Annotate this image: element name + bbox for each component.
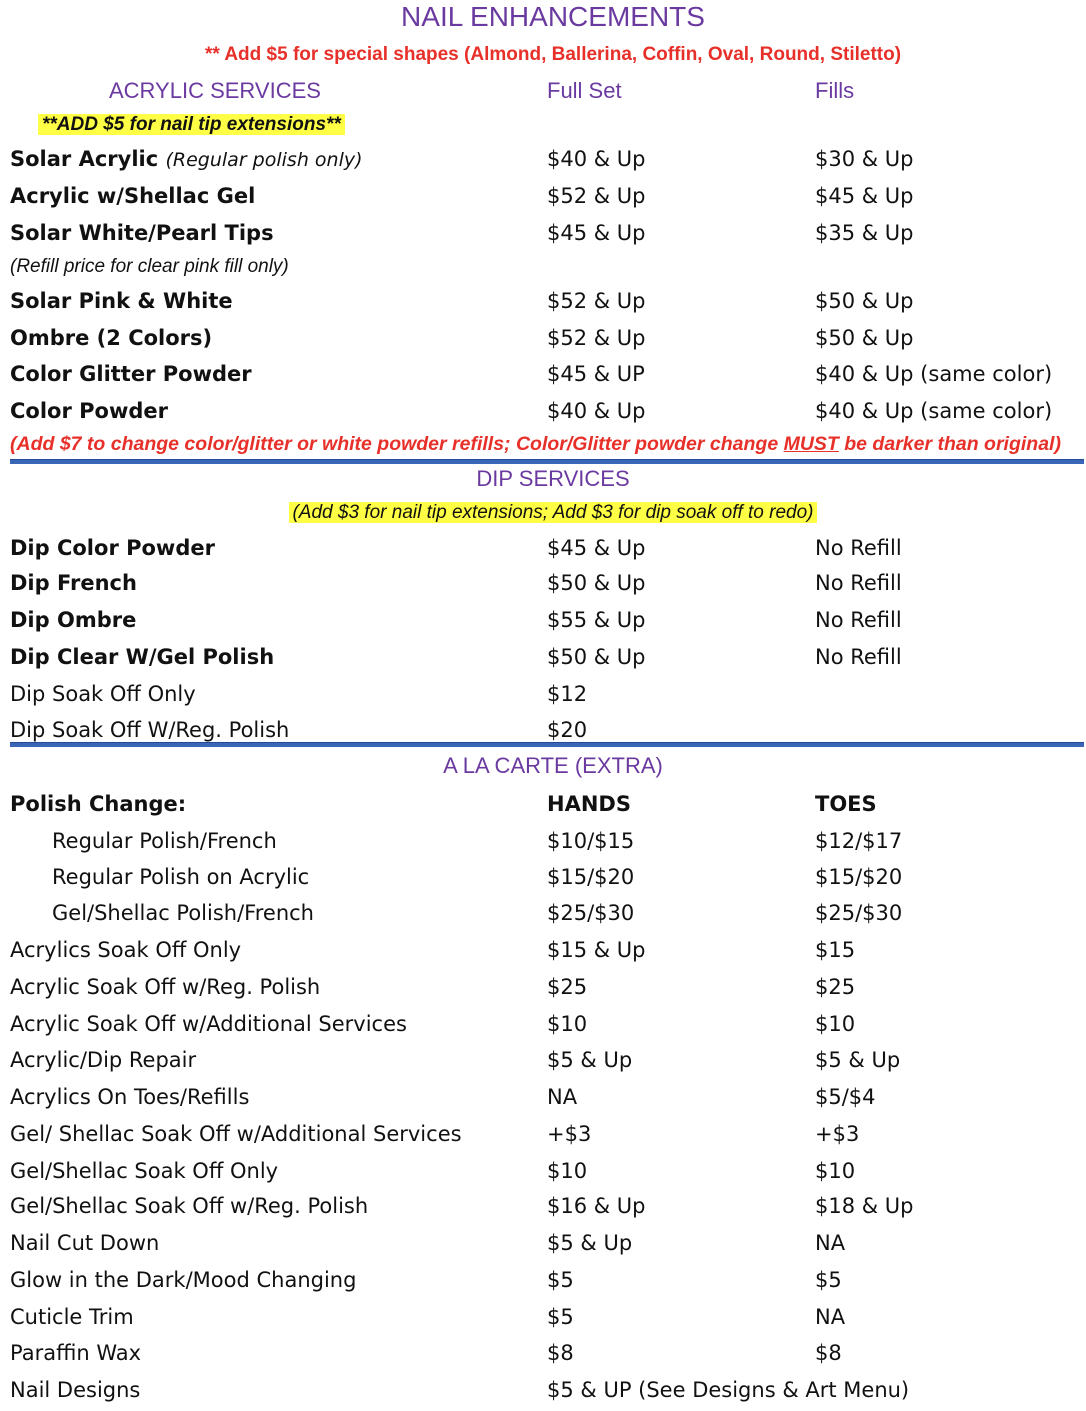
dip-price: $55 & Up bbox=[547, 608, 646, 632]
hands-price: $5 bbox=[547, 1305, 574, 1329]
service-name: Acrylics On Toes/Refills bbox=[10, 1085, 250, 1109]
toes-price: $5 bbox=[815, 1268, 842, 1292]
hands-price: $25/$30 bbox=[547, 901, 635, 925]
service-subnote: (Regular polish only) bbox=[165, 149, 363, 171]
dip-refill: No Refill bbox=[815, 536, 902, 560]
service-name: Solar White/Pearl Tips bbox=[10, 221, 274, 245]
a-la-carte-row bbox=[0, 972, 1086, 1008]
a-la-carte-heading: A LA CARTE (EXTRA) bbox=[443, 753, 663, 778]
a-la-carte-row bbox=[0, 1082, 1086, 1118]
a-la-carte-row bbox=[0, 1009, 1086, 1045]
service-name: Acrylics Soak Off Only bbox=[10, 938, 242, 962]
hands-price: $25 bbox=[547, 975, 588, 999]
fill-price: $50 & Up bbox=[815, 326, 914, 350]
toes-price: $8 bbox=[815, 1341, 842, 1365]
hands-price: NA bbox=[547, 1085, 578, 1109]
service-name: Regular Polish/French bbox=[52, 829, 277, 853]
service-name: Cuticle Trim bbox=[10, 1305, 134, 1329]
a-la-carte-row bbox=[0, 1191, 1086, 1227]
dip-price: $12 bbox=[547, 682, 588, 706]
section-divider bbox=[10, 459, 1084, 464]
service-name: Acrylic/Dip Repair bbox=[10, 1048, 197, 1072]
acrylic-row bbox=[0, 323, 1086, 359]
full-set-price: $45 & UP bbox=[547, 362, 645, 386]
dip-row bbox=[0, 642, 1086, 678]
must-emphasis: MUST bbox=[783, 433, 839, 455]
a-la-carte-row bbox=[0, 898, 1086, 934]
full-set-price: $40 & Up bbox=[547, 399, 646, 423]
hands-price: $10 bbox=[547, 1012, 588, 1036]
tip-extension-note: **ADD $5 for nail tip extensions** bbox=[38, 114, 345, 135]
a-la-carte-row bbox=[0, 1119, 1086, 1155]
a-la-carte-row bbox=[0, 1228, 1086, 1264]
service-name: Gel/Shellac Soak Off w/Reg. Polish bbox=[10, 1194, 369, 1218]
dip-price: $50 & Up bbox=[547, 645, 646, 669]
a-la-carte-row bbox=[0, 1156, 1086, 1192]
full-set-column-header: Full Set bbox=[547, 78, 622, 103]
toes-column-header: TOES bbox=[815, 792, 877, 816]
service-name: Acrylic Soak Off w/Reg. Polish bbox=[10, 975, 321, 999]
fill-price: $35 & Up bbox=[815, 221, 914, 245]
service-name: Color Glitter Powder bbox=[10, 362, 252, 386]
service-name: Acrylic Soak Off w/Additional Services bbox=[10, 1012, 407, 1036]
hands-price: $5 & Up bbox=[547, 1231, 633, 1255]
service-name: Solar Acrylic (Regular polish only) bbox=[10, 147, 363, 171]
service-name: Solar Pink & White bbox=[10, 289, 233, 313]
toes-price: $15 bbox=[815, 938, 856, 962]
hands-price: $8 bbox=[547, 1341, 574, 1365]
dip-refill: No Refill bbox=[815, 571, 902, 595]
acrylic-row bbox=[0, 218, 1086, 254]
hands-price: $10/$15 bbox=[547, 829, 635, 853]
hands-price: $5 & UP (See Designs & Art Menu) bbox=[547, 1378, 910, 1402]
hands-price: $10 bbox=[547, 1159, 588, 1183]
hands-price: +$3 bbox=[547, 1122, 592, 1146]
refill-note: (Refill price for clear pink fill only) bbox=[10, 256, 289, 277]
dip-services-heading: DIP SERVICES bbox=[476, 466, 630, 491]
toes-price: $5/$4 bbox=[815, 1085, 876, 1109]
hands-price: $5 & Up bbox=[547, 1048, 633, 1072]
special-shapes-note: ** Add $5 for special shapes (Almond, Ballerina, Coffin, Oval, Round, Stiletto) bbox=[204, 44, 902, 65]
toes-price: $5 & Up bbox=[815, 1048, 901, 1072]
a-la-carte-row bbox=[0, 1265, 1086, 1301]
dip-price: $20 bbox=[547, 718, 588, 742]
dip-price: $50 & Up bbox=[547, 571, 646, 595]
toes-price: NA bbox=[815, 1305, 846, 1329]
full-set-price: $52 & Up bbox=[547, 326, 646, 350]
service-name: Gel/ Shellac Soak Off w/Additional Services bbox=[10, 1122, 462, 1146]
full-set-price: $45 & Up bbox=[547, 221, 646, 245]
acrylic-row bbox=[0, 181, 1086, 217]
service-name: Dip Color Powder bbox=[10, 536, 215, 560]
hands-price: $15 & Up bbox=[547, 938, 646, 962]
service-name: Dip French bbox=[10, 571, 137, 595]
a-la-carte-header-row bbox=[0, 789, 1086, 825]
a-la-carte-row bbox=[0, 1302, 1086, 1338]
service-name: Gel/Shellac Soak Off Only bbox=[10, 1159, 279, 1183]
toes-price: $15/$20 bbox=[815, 865, 903, 889]
service-name: Nail Cut Down bbox=[10, 1231, 160, 1255]
toes-price: $10 bbox=[815, 1012, 856, 1036]
fill-price: $40 & Up (same color) bbox=[815, 362, 1053, 386]
acrylic-row bbox=[0, 396, 1086, 432]
a-la-carte-row bbox=[0, 935, 1086, 971]
dip-extension-note: (Add $3 for nail tip extensions; Add $3 for dip soak off to redo) bbox=[289, 502, 816, 523]
service-name: Dip Soak Off Only bbox=[10, 682, 196, 706]
service-name: Paraffin Wax bbox=[10, 1341, 142, 1365]
toes-price: $25 bbox=[815, 975, 856, 999]
hands-price: $15/$20 bbox=[547, 865, 635, 889]
service-name: Dip Soak Off W/Reg. Polish bbox=[10, 718, 290, 742]
service-name: Regular Polish on Acrylic bbox=[52, 865, 310, 889]
toes-price: $12/$17 bbox=[815, 829, 903, 853]
dip-price: $45 & Up bbox=[547, 536, 646, 560]
acrylic-services-heading: ACRYLIC SERVICES bbox=[109, 78, 321, 103]
service-name: Gel/Shellac Polish/French bbox=[52, 901, 314, 925]
a-la-carte-row bbox=[0, 826, 1086, 862]
color-change-note: (Add $7 to change color/glitter or white powder refills; Color/Glitter powder change MUST be darker than original) bbox=[10, 433, 1061, 455]
dip-row bbox=[0, 679, 1086, 715]
acrylic-row bbox=[0, 144, 1086, 180]
a-la-carte-row bbox=[0, 1375, 1086, 1411]
service-name: Color Powder bbox=[10, 399, 168, 423]
toes-price: NA bbox=[815, 1231, 846, 1255]
dip-row bbox=[0, 533, 1086, 569]
section-divider bbox=[10, 742, 1084, 747]
service-name: Dip Clear W/Gel Polish bbox=[10, 645, 275, 669]
a-la-carte-row bbox=[0, 1338, 1086, 1374]
fill-price: $50 & Up bbox=[815, 289, 914, 313]
acrylic-row bbox=[0, 359, 1086, 395]
fill-price: $45 & Up bbox=[815, 184, 914, 208]
page-title: NAIL ENHANCEMENTS bbox=[401, 1, 705, 32]
dip-row bbox=[0, 605, 1086, 641]
toes-price: +$3 bbox=[815, 1122, 860, 1146]
a-la-carte-row bbox=[0, 862, 1086, 898]
dip-refill: No Refill bbox=[815, 645, 902, 669]
service-name: Glow in the Dark/Mood Changing bbox=[10, 1268, 357, 1292]
hands-price: $16 & Up bbox=[547, 1194, 646, 1218]
hands-column-header: HANDS bbox=[547, 792, 631, 816]
toes-price: $18 & Up bbox=[815, 1194, 914, 1218]
service-name: Acrylic w/Shellac Gel bbox=[10, 184, 256, 208]
a-la-carte-row bbox=[0, 1045, 1086, 1081]
fill-price: $30 & Up bbox=[815, 147, 914, 171]
service-name: Nail Designs bbox=[10, 1378, 141, 1402]
service-name: Ombre (2 Colors) bbox=[10, 326, 213, 350]
full-set-price: $52 & Up bbox=[547, 289, 646, 313]
dip-refill: No Refill bbox=[815, 608, 902, 632]
full-set-price: $40 & Up bbox=[547, 147, 646, 171]
fills-column-header: Fills bbox=[815, 78, 855, 103]
toes-price: $10 bbox=[815, 1159, 856, 1183]
hands-price: $5 bbox=[547, 1268, 574, 1292]
refill-note-row bbox=[0, 252, 1086, 288]
full-set-price: $52 & Up bbox=[547, 184, 646, 208]
dip-row bbox=[0, 568, 1086, 604]
service-name: Dip Ombre bbox=[10, 608, 137, 632]
toes-price: $25/$30 bbox=[815, 901, 903, 925]
polish-change-label: Polish Change: bbox=[10, 792, 187, 816]
acrylic-row bbox=[0, 286, 1086, 322]
fill-price: $40 & Up (same color) bbox=[815, 399, 1053, 423]
